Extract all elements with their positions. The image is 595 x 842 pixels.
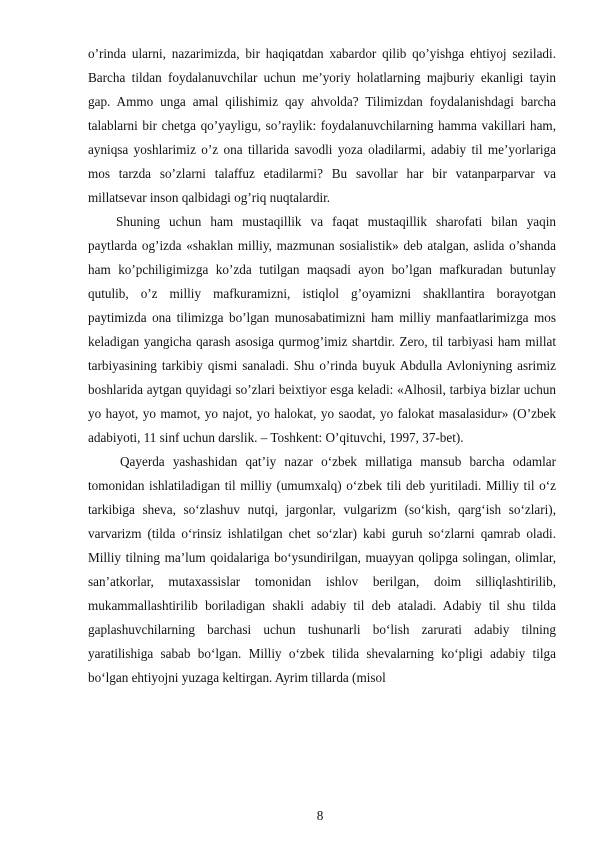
- paragraph-3: Qayerda yashashidan qat’iy nazar o‘zbek millatiga mansub barcha odamlar tomonidan ishlatiladigan til milliy (umumxalq) o‘zbek tili deb yuritiladi. Milliy til o‘z tarkibiga sheva, so‘zlashuv nutqi, jargonlar, vulgarizm (so‘kish, qarg‘ish so‘zlari), varvarizm (tilda o‘rinsiz ishlatilgan chet so‘zlar) kabi guruh so‘zlarni qamrab oladi.: [88, 454, 556, 541]
- paragraph-2: Shuning uchun ham mustaqillik va faqat mustaqillik sharofati bilan yaqin paytlarda og’izda «shaklan milliy, mazmunan sosialistik» deb atalgan, aslida o’shanda ham ko’pchiligimizga ko’zda tutilgan maqsadi ayon bo’lgan mafkuradan butunlay qutulib, o’z milliy mafkuramizni, istiqlol g’oyamizni shakllantira borayotgan paytimizda ona tilimizga bo’lgan munosabatimizni ham milliy manfaatlarimizga mos keladigan yangicha qarash asosiga qurmog’imiz shartdir. Zero, til tarbiyasi ham millat tarbiyasining tarkibiy qismi sanaladi. Shu o’rinda buyuk Abdulla Avloniyning asrimiz boshlarida aytgan quyidagi so’zlari beixtiyor esga keladi: «Alhosil, tarbiya bizlar uchun yo hayot, yo mamot, yo najot, yo halokat, yo saodat, yo falokat masalasidur» (O’zbek adabiyoti, 11 sinf uchun darslik. – Toshkent: O’qituvchi, 1997, 37-bet).: [88, 214, 556, 445]
- page-number: 8: [316, 808, 324, 823]
- paragraph-1: o’rinda ularni, nazarimizda, bir haqiqatdan xabardor qilib qo’yishga ehtiyoj seziladi. Barcha tildan foydalanuvchilar uchun me’yoriy holatlarning majburiy ekanligi tayin gap. Ammo unga amal qilishimiz qay ahvolda? Tilimizdan foydalanishdagi barcha talablarni bir chetga qo’yayligu, so’raylik: foydalanuvchilarning hamma vakillari ham, ayniqsa yoshlarimiz o’z ona tillarida savodli yoza oladilarmi, adabiy til me’yorlariga mos tarzda so’zlarni talaffuz etadilarmi? Bu savollar har bir vatanparparvar va millatsevar inson qalbidagi og’riq nuqtalardir.: [88, 46, 556, 205]
- document-body: [88, 42, 556, 690]
- paragraph-4: Milliy tilning ma’lum qoidalariga bo‘ysundirilgan, muayyan qolipga solingan, olimlar, san’atkorlar, mutaxassislar tomonidan ishlov berilgan, doim silliqlashtirilib, mukammallashtirilib boriladigan shakli adabiy til deb ataladi. Adabiy til shu tilda gaplashuvchilarning barchasi uchun tushunarli bo‘lish zarurati adabiy tilning yaratilishiga sabab bo‘lgan. Milliy o‘zbek tilida shevalarning ko‘pligi adabiy tilga bo‘lgan ehtiyojni yuzaga keltirgan. Ayrim tillarda (misol: [88, 550, 556, 685]
